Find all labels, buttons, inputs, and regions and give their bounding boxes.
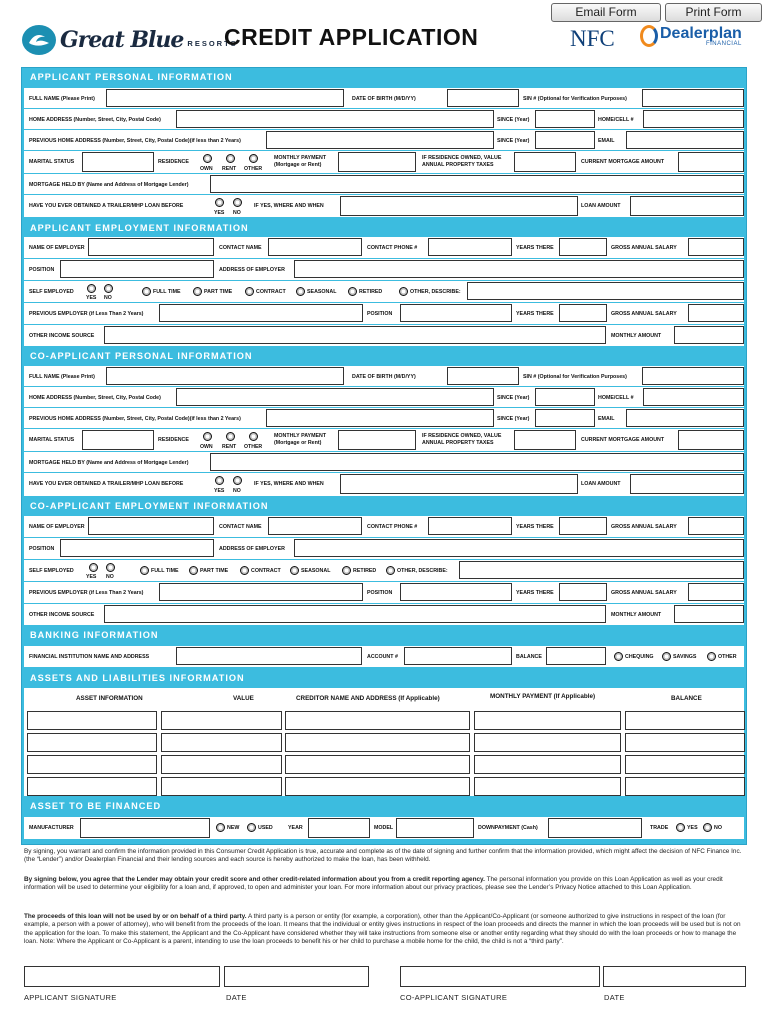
coapplicant-date-field[interactable]	[603, 966, 746, 987]
input-account[interactable]	[404, 647, 512, 665]
label-self-no: NO	[104, 295, 112, 301]
input-co-since[interactable]	[535, 388, 595, 406]
input-email[interactable]	[626, 131, 744, 149]
label-position: POSITION	[29, 267, 55, 273]
radio-trade-yes[interactable]	[676, 823, 685, 832]
radio-co-self-employed-no[interactable]	[106, 563, 115, 572]
input-co-other-describe[interactable]	[459, 561, 744, 579]
label-co-sin: SIN # (Optional for Verification Purposes)	[523, 374, 627, 380]
legal-paragraph-3: The proceeds of this loan will not be used by or on behalf of a third party. A third party is a person or entity (for example, a corporation), other than the Applicant/Co-Applicant (or someone authorized to give instructions in respect of the loan (for example, a person with a power of attorney), who will benefit from the proceeds of the loan. It means that the individual or entity gives instructions in respect of the loan proceeds and directs the manner in which the loan proceeds will be used but is not on the application for the loan. To make this statement, the Applicant and the Co-Applicant have considered whether they will take instructions from someone else or another entity regarding what they should do with the loan proceeds or how to manage the loan. Note: Where the Applicant or Co-Applicant is a parent, intending to use the loan proceeds to benefit his or her child to purchase a mobile home for the child, the child is not a “third party”.	[24, 913, 741, 945]
applicant-signature-label: APPLICANT SIGNATURE	[24, 993, 117, 1002]
input-co-contact-phone[interactable]	[428, 517, 512, 535]
label-gross-salary: GROSS ANNUAL SALARY	[611, 245, 677, 251]
input-co-home-address[interactable]	[176, 388, 494, 406]
label-full-name: FULL NAME (Please Print)	[29, 96, 95, 102]
label-trade-yes: YES	[687, 825, 698, 831]
radio-chequing[interactable]	[614, 652, 623, 661]
input-gross-salary-prev[interactable]	[688, 304, 744, 322]
input-employer[interactable]	[88, 238, 214, 256]
section-applicant-personal: APPLICANT PERSONAL INFORMATION	[30, 72, 233, 82]
input-co-where-when[interactable]	[340, 474, 578, 494]
radio-seasonal[interactable]	[296, 287, 305, 296]
label-position-prev: POSITION	[367, 311, 393, 317]
radio-bank-other[interactable]	[707, 652, 716, 661]
asset-cell[interactable]	[285, 755, 470, 774]
input-co-gross-salary-prev[interactable]	[688, 583, 744, 601]
label-seasonal: SEASONAL	[307, 289, 337, 295]
input-gross-salary[interactable]	[688, 238, 744, 256]
label-manufacturer: MANUFACTURER	[29, 825, 74, 831]
radio-co-own[interactable]	[203, 432, 212, 441]
label-co-loan-amount: LOAN AMOUNT	[581, 481, 621, 487]
col-value: VALUE	[233, 695, 254, 702]
label-contact-name: CONTACT NAME	[219, 245, 262, 251]
label-co-retired: RETIRED	[353, 568, 377, 574]
wave-logo-icon	[22, 25, 56, 55]
input-home-cell[interactable]	[643, 110, 744, 128]
input-co-employer[interactable]	[88, 517, 214, 535]
input-monthly-amount[interactable]	[674, 326, 744, 344]
input-contact-phone[interactable]	[428, 238, 512, 256]
label-part-time: PART TIME	[204, 289, 233, 295]
asset-cell[interactable]	[625, 755, 745, 774]
input-co-mortgage-held[interactable]	[210, 453, 744, 471]
label-co-position: POSITION	[29, 546, 55, 552]
input-since[interactable]	[535, 110, 595, 128]
input-property-value[interactable]	[514, 152, 576, 172]
applicant-date-field[interactable]	[224, 966, 369, 987]
input-contact-name[interactable]	[268, 238, 362, 256]
input-current-mortgage[interactable]	[678, 152, 744, 172]
label-balance: BALANCE	[516, 654, 542, 660]
label-self-employed: SELF EMPLOYED	[29, 289, 74, 295]
label-contract: CONTRACT	[256, 289, 286, 295]
label-monthly-payment: MONTHLY PAYMENT	[274, 155, 327, 161]
input-bank-balance[interactable]	[546, 647, 606, 665]
input-institution[interactable]	[176, 647, 362, 665]
input-dob[interactable]	[447, 89, 519, 107]
input-year[interactable]	[308, 818, 370, 838]
col-balance: BALANCE	[671, 695, 702, 702]
radio-self-employed-yes[interactable]	[87, 284, 96, 293]
label-institution: FINANCIAL INSTITUTION NAME AND ADDRESS	[29, 654, 150, 660]
input-co-monthly-amount[interactable]	[674, 605, 744, 623]
radio-other-employment[interactable]	[399, 287, 408, 296]
input-co-home-cell[interactable]	[643, 388, 744, 406]
input-co-current-mortgage[interactable]	[678, 430, 744, 450]
input-other-describe[interactable]	[467, 282, 744, 300]
label-co-prev-employer: PREVIOUS EMPLOYER (if Less Than 2 Years)	[29, 590, 144, 596]
input-co-years-there-prev[interactable]	[559, 583, 607, 601]
asset-cell[interactable]	[285, 733, 470, 752]
label-self-yes: YES	[86, 295, 97, 301]
label-co-self-no: NO	[106, 574, 114, 580]
label-email: EMAIL	[598, 138, 615, 144]
asset-cell[interactable]	[625, 711, 745, 730]
asset-cell[interactable]	[161, 777, 282, 796]
label-employer-address: ADDRESS OF EMPLOYER	[219, 267, 285, 273]
label-co-since-prev: SINCE (Year)	[497, 416, 530, 422]
label-no: NO	[233, 210, 241, 216]
asset-cell[interactable]	[474, 777, 621, 796]
input-home-address[interactable]	[176, 110, 494, 128]
input-co-property-value[interactable]	[514, 430, 576, 450]
radio-co-retired[interactable]	[342, 566, 351, 575]
asset-cell[interactable]	[27, 733, 157, 752]
input-monthly-payment[interactable]	[338, 152, 416, 172]
asset-cell[interactable]	[27, 711, 157, 730]
label-co-since: SINCE (Year)	[497, 395, 530, 401]
label-co-trailer: HAVE YOU EVER OBTAINED A TRAILER/MHP LOAN BEFORE	[29, 481, 184, 487]
input-co-years-there[interactable]	[559, 517, 607, 535]
label-co-employer: NAME OF EMPLOYER	[29, 524, 85, 530]
label-co-dob: DATE OF BIRTH (M/D/YY)	[352, 374, 416, 380]
label-co-no: NO	[233, 488, 241, 494]
asset-cell[interactable]	[625, 733, 745, 752]
label-employer: NAME OF EMPLOYER	[29, 245, 85, 251]
label-co-monthly-amount: MONTHLY AMOUNT	[611, 612, 662, 618]
asset-cell[interactable]	[161, 711, 282, 730]
radio-co-seasonal[interactable]	[290, 566, 299, 575]
label-co-gross-salary: GROSS ANNUAL SALARY	[611, 524, 677, 530]
label-own: OWN	[200, 166, 213, 172]
radio-co-other[interactable]	[249, 432, 258, 441]
input-co-loan-amount[interactable]	[630, 474, 744, 494]
label-loan-amount: LOAN AMOUNT	[581, 203, 621, 209]
label-sin: SIN # (Optional for Verification Purposes)	[523, 96, 627, 102]
input-co-sin[interactable]	[642, 367, 744, 385]
label-co-employer-address: ADDRESS OF EMPLOYER	[219, 546, 285, 552]
radio-full-time[interactable]	[142, 287, 151, 296]
label-co-if-owned: IF RESIDENCE OWNED, VALUE	[422, 433, 502, 439]
label-years-there: YEARS THERE	[516, 245, 554, 251]
section-applicant-employment: APPLICANT EMPLOYMENT INFORMATION	[30, 223, 249, 233]
label-co-own: OWN	[200, 444, 213, 450]
section-assets: ASSETS AND LIABILITIES INFORMATION	[30, 673, 245, 683]
radio-new[interactable]	[216, 823, 225, 832]
label-if-owned: IF RESIDENCE OWNED, VALUE	[422, 155, 502, 161]
label-co-full-name: FULL NAME (Please Print)	[29, 374, 95, 380]
label-co-other: OTHER	[244, 444, 263, 450]
label-account: ACCOUNT #	[367, 654, 398, 660]
asset-cell[interactable]	[474, 733, 621, 752]
label-co-years-there: YEARS THERE	[516, 524, 554, 530]
applicant-date-label: DATE	[226, 993, 247, 1002]
label-trailer: HAVE YOU EVER OBTAINED A TRAILER/MHP LOAN BEFORE	[29, 203, 184, 209]
document-title: CREDIT APPLICATION	[224, 24, 479, 50]
label-mortgage-held: MORTGAGE HELD BY (Name and Address of Mortgage Lender)	[29, 182, 189, 188]
label-dob: DATE OF BIRTH (M/D/YY)	[352, 96, 416, 102]
radio-trade-no[interactable]	[703, 823, 712, 832]
asset-cell[interactable]	[474, 755, 621, 774]
label-co-prev-address: PREVIOUS HOME ADDRESS (Number, Street, City, Postal Code)(if less than 2 Years)	[29, 416, 241, 422]
label-co-mortgage-held: MORTGAGE HELD BY (Name and Address of Mortgage Lender)	[29, 460, 189, 466]
radio-used[interactable]	[247, 823, 256, 832]
logo-script-text: Great Blue	[60, 27, 184, 53]
label-co-property-taxes: ANNUAL PROPERTY TAXES	[422, 440, 494, 446]
radio-contract[interactable]	[245, 287, 254, 296]
label-co-contract: CONTRACT	[251, 568, 281, 574]
dealerplan-sub: FINANCIAL	[705, 40, 742, 47]
label-chequing: CHEQUING	[625, 654, 654, 660]
input-co-gross-salary[interactable]	[688, 517, 744, 535]
input-marital[interactable]	[82, 152, 154, 172]
input-prev-address[interactable]	[266, 131, 494, 149]
dealerplan-name: Dealerplan	[660, 24, 742, 42]
label-co-gross-salary-prev: GROSS ANNUAL SALARY	[611, 590, 677, 596]
input-co-dob[interactable]	[447, 367, 519, 385]
radio-own[interactable]	[203, 154, 212, 163]
label-since-prev: SINCE (Year)	[497, 138, 530, 144]
label-retired: RETIRED	[359, 289, 383, 295]
radio-co-rent[interactable]	[226, 432, 235, 441]
legal-paragraph-2: By signing below, you agree that the Lender may obtain your credit score and other credit-related information about you from a credit reporting agency. The personal information you provide on this Loan Application as well as your credit information will be used to determine your eligibility for a loan and, if approved, to open and administer your loan. For more information about our privacy practices, please see the Lender’s Privacy Notice attached to this Loan Application.	[24, 876, 723, 892]
input-co-contact-name[interactable]	[268, 517, 362, 535]
asset-cell[interactable]	[474, 711, 621, 730]
radio-trailer-yes[interactable]	[215, 198, 224, 207]
label-co-yes: YES	[214, 488, 225, 494]
coapplicant-signature-label: CO-APPLICANT SIGNATURE	[400, 993, 508, 1002]
label-co-other-income: OTHER INCOME SOURCE	[29, 612, 95, 618]
label-co-self-yes: YES	[86, 574, 97, 580]
input-sin[interactable]	[642, 89, 744, 107]
input-position[interactable]	[60, 260, 214, 278]
dealerplan-logo	[640, 25, 742, 47]
label-year: YEAR	[288, 825, 303, 831]
radio-co-trailer-no[interactable]	[233, 476, 242, 485]
label-co-residence: RESIDENCE	[158, 437, 189, 443]
section-banking: BANKING INFORMATION	[30, 630, 159, 640]
col-monthly-payment: MONTHLY PAYMENT (If Applicable)	[490, 693, 596, 700]
col-creditor: CREDITOR NAME AND ADDRESS (If Applicable)	[296, 695, 440, 702]
label-bank-other: OTHER	[718, 654, 737, 660]
label-prev-address: PREVIOUS HOME ADDRESS (Number, Street, City, Postal Code)(if less than 2 Years)	[29, 138, 241, 144]
asset-cell[interactable]	[161, 755, 282, 774]
asset-cell[interactable]	[161, 733, 282, 752]
input-co-position-prev[interactable]	[400, 583, 512, 601]
dealerplan-logo-icon	[640, 25, 658, 47]
label-co-position-prev: POSITION	[367, 590, 393, 596]
input-prev-employer[interactable]	[159, 304, 363, 322]
input-co-other-income[interactable]	[104, 605, 606, 623]
input-model[interactable]	[396, 818, 474, 838]
great-blue-logo	[22, 24, 238, 56]
input-co-position[interactable]	[60, 539, 214, 557]
label-current-mortgage: CURRENT MORTGAGE AMOUNT	[581, 159, 665, 165]
radio-co-other-employment[interactable]	[386, 566, 395, 575]
print-form-button[interactable]: Print Form	[665, 3, 762, 22]
logo-resorts-text: RESORTS	[187, 38, 238, 48]
radio-trailer-no[interactable]	[233, 198, 242, 207]
label-home-address: HOME ADDRESS (Number, Street, City, Postal Code)	[29, 117, 161, 123]
label-co-full-time: FULL TIME	[151, 568, 179, 574]
email-form-button[interactable]: Email Form	[551, 3, 661, 22]
label-years-there-prev: YEARS THERE	[516, 311, 554, 317]
input-other-income[interactable]	[104, 326, 606, 344]
label-co-rent: RENT	[222, 444, 237, 450]
radio-retired[interactable]	[348, 287, 357, 296]
label-savings: SAVINGS	[673, 654, 697, 660]
label-co-monthly-payment: MONTHLY PAYMENT	[274, 433, 327, 439]
input-since-prev[interactable]	[535, 131, 595, 149]
input-co-prev-employer[interactable]	[159, 583, 363, 601]
label-co-years-there-prev: YEARS THERE	[516, 590, 554, 596]
label-contact-phone: CONTACT PHONE #	[367, 245, 418, 251]
input-co-monthly-payment[interactable]	[338, 430, 416, 450]
input-co-prev-address[interactable]	[266, 409, 494, 427]
label-other-describe: OTHER, DESCRIBE:	[410, 289, 461, 295]
radio-part-time[interactable]	[193, 287, 202, 296]
asset-cell[interactable]	[285, 777, 470, 796]
radio-co-trailer-yes[interactable]	[215, 476, 224, 485]
label-yes: YES	[214, 210, 225, 216]
col-asset-info: ASSET INFORMATION	[76, 695, 143, 702]
input-co-employer-address[interactable]	[294, 539, 744, 557]
radio-co-contract[interactable]	[240, 566, 249, 575]
label-marital: MARITAL STATUS	[29, 159, 75, 165]
label-trade: TRADE	[650, 825, 669, 831]
label-gross-salary-prev: GROSS ANNUAL SALARY	[611, 311, 677, 317]
input-employer-address[interactable]	[294, 260, 744, 278]
input-manufacturer[interactable]	[80, 818, 210, 838]
label-co-contact-name: CONTACT NAME	[219, 524, 262, 530]
radio-rent[interactable]	[226, 154, 235, 163]
label-co-marital: MARITAL STATUS	[29, 437, 75, 443]
label-property-taxes: ANNUAL PROPERTY TAXES	[422, 162, 494, 168]
coapplicant-signature-field[interactable]	[400, 966, 600, 987]
input-where-when[interactable]	[340, 196, 578, 216]
label-home-cell: HOME/CELL #	[598, 117, 634, 123]
label-new: NEW	[227, 825, 240, 831]
radio-co-part-time[interactable]	[189, 566, 198, 575]
label-co-home-cell: HOME/CELL #	[598, 395, 634, 401]
label-model: MODEL	[374, 825, 394, 831]
label-co-mortgage-or-rent: (Mortgage or Rent)	[274, 440, 322, 446]
label-co-if-yes: IF YES, WHERE AND WHEN	[254, 481, 324, 487]
label-other: OTHER	[244, 166, 263, 172]
input-full-name[interactable]	[106, 89, 344, 107]
input-co-since-prev[interactable]	[535, 409, 595, 427]
label-co-home-address: HOME ADDRESS (Number, Street, City, Postal Code)	[29, 395, 161, 401]
label-co-current-mortgage: CURRENT MORTGAGE AMOUNT	[581, 437, 665, 443]
label-if-yes: IF YES, WHERE AND WHEN	[254, 203, 324, 209]
label-prev-employer: PREVIOUS EMPLOYER (if Less Than 2 Years)	[29, 311, 144, 317]
applicant-signature-field[interactable]	[24, 966, 220, 987]
radio-co-self-employed-yes[interactable]	[89, 563, 98, 572]
label-co-part-time: PART TIME	[200, 568, 229, 574]
asset-cell[interactable]	[285, 711, 470, 730]
section-coapplicant-personal: CO-APPLICANT PERSONAL INFORMATION	[30, 351, 253, 361]
label-used: USED	[258, 825, 273, 831]
label-full-time: FULL TIME	[153, 289, 181, 295]
legal-paragraph-1: By signing, you warrant and confirm the information provided in this Consumer Credit Application is true, accurate and complete as of the date of signing and further confirm that the information provided, which might affect the decision of NFC Finance Inc. (the “Lender”) and/or Dealerplan Financial and their lending sources and each source is hereby authorized to make the loan, has been withheld.	[24, 848, 742, 864]
label-co-email: EMAIL	[598, 416, 615, 422]
radio-other[interactable]	[249, 154, 258, 163]
label-co-contact-phone: CONTACT PHONE #	[367, 524, 418, 530]
label-residence: RESIDENCE	[158, 159, 189, 165]
input-co-full-name[interactable]	[106, 367, 344, 385]
coapplicant-date-label: DATE	[604, 993, 625, 1002]
label-co-seasonal: SEASONAL	[301, 568, 331, 574]
asset-cell[interactable]	[625, 777, 745, 796]
input-years-there-prev[interactable]	[559, 304, 607, 322]
radio-self-employed-no[interactable]	[104, 284, 113, 293]
label-rent: RENT	[222, 166, 237, 172]
label-trade-no: NO	[714, 825, 722, 831]
radio-savings[interactable]	[662, 652, 671, 661]
label-monthly-amount: MONTHLY AMOUNT	[611, 333, 662, 339]
asset-cell[interactable]	[27, 777, 157, 796]
nfc-logo: NFC	[570, 26, 615, 51]
section-coapplicant-employment: CO-APPLICANT EMPLOYMENT INFORMATION	[30, 501, 269, 511]
input-co-marital[interactable]	[82, 430, 154, 450]
input-position-prev[interactable]	[400, 304, 512, 322]
input-downpayment[interactable]	[548, 818, 642, 838]
input-mortgage-held[interactable]	[210, 175, 744, 193]
label-mortgage-or-rent: (Mortgage or Rent)	[274, 162, 322, 168]
label-co-self-employed: SELF EMPLOYED	[29, 568, 74, 574]
label-co-other-describe: OTHER, DESCRIBE:	[397, 568, 448, 574]
label-since: SINCE (Year)	[497, 117, 530, 123]
label-downpayment: DOWNPAYMENT (Cash)	[478, 825, 538, 831]
label-other-income: OTHER INCOME SOURCE	[29, 333, 95, 339]
input-years-there[interactable]	[559, 238, 607, 256]
asset-cell[interactable]	[27, 755, 157, 774]
input-loan-amount[interactable]	[630, 196, 744, 216]
section-financed: ASSET TO BE FINANCED	[30, 801, 162, 811]
input-co-email[interactable]	[626, 409, 744, 427]
radio-co-full-time[interactable]	[140, 566, 149, 575]
